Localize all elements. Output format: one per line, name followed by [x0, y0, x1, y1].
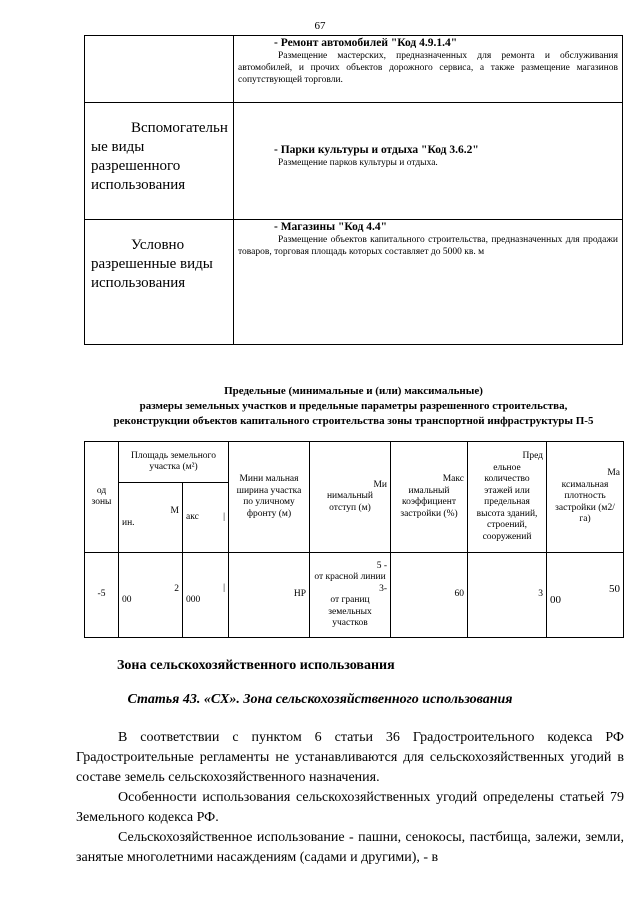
use-description: Размещение мастерских, предназначенных для ремонта и обслуживания автомобилей, и прочих объектов дорожного сервиса, а также размещение магазинов сопутствующей торговли. [238, 51, 618, 85]
use-type-label [85, 220, 234, 345]
article-heading: Статья 43. «СХ». Зона сельскохозяйственного использования [127, 692, 513, 707]
use-title: - Парки культуры и отдыха "Код 3.6.2" [274, 144, 479, 156]
use-title: - Магазины "Код 4.4" [274, 221, 388, 233]
header-coverage: Макс имальный коэффициент застройки (%) [391, 442, 468, 553]
use-cell [234, 220, 623, 345]
cell-code: -5 [85, 553, 119, 638]
use-type-label [85, 103, 234, 220]
table-row [85, 220, 623, 345]
header-width: Мини мальная ширина участка по уличному фронту (м) [229, 442, 310, 553]
body-text [76, 728, 624, 868]
paragraph: Сельскохозяйственное использование - пашни, сенокосы, пастбища, залежи, земли, занятые многолетними насаждениям (садами и другими), - в [76, 830, 624, 865]
table-row [85, 36, 623, 103]
cell-area-min: 2 00 [119, 553, 183, 638]
cell-density: 50 00 [547, 553, 624, 638]
table-row [85, 553, 624, 638]
label-part: Условно [131, 237, 185, 253]
use-title: - Ремонт автомобилей "Код 4.9.1.4" [274, 37, 458, 49]
cell-area-max: | 000 [183, 553, 229, 638]
header-area-min: М ин. [119, 483, 183, 553]
table-row [85, 442, 624, 483]
use-description: Размещение объектов капитального строительства, предназначенных для продажи товаров, торговая площадь которых составляет до 5000 кв. м [238, 235, 618, 257]
header-area-max: акс | [183, 483, 229, 553]
page-number: 67 [314, 20, 326, 32]
params-table [84, 441, 624, 638]
header-area: Площадь земельного участка (м²) [119, 442, 229, 483]
label-part: разрешенные виды использования [91, 256, 213, 291]
cell-floors: 3 [468, 553, 547, 638]
header-setback: Ми нимальный отступ (м) [310, 442, 391, 553]
header-code: од зоны [85, 442, 119, 553]
cell-setback: 5 - от красной линии 3- от границ земельных участков [310, 553, 391, 638]
table-row [85, 103, 623, 220]
cell-width: НР [229, 553, 310, 638]
land-use-table [84, 35, 623, 345]
cell-coverage: 60 [391, 553, 468, 638]
paragraph: Особенности использования сельскохозяйственных угодий определены статьей 79 Земельного кодекса РФ. [76, 790, 624, 825]
zone-heading: Зона сельскохозяйственного использования [117, 658, 395, 673]
params-caption-line: реконструкции объектов капитального строительства зоны транспортной инфраструктуры П-5 [113, 415, 594, 427]
use-type-label [85, 36, 234, 103]
params-caption-line: размеры земельных участков и предельные параметры разрешенного строительства, [139, 400, 568, 412]
label-part: Вспомогательн [131, 120, 228, 136]
header-density: Ма ксимальная плотность застройки (м2/га) [547, 442, 624, 553]
use-description: Размещение парков культуры и отдыха. [278, 158, 438, 168]
paragraph: В соответствии с пунктом 6 статьи 36 Градостроительного кодекса РФ Градостроительные регламенты не устанавливаются для сельскохозяйственных угодий в составе земель сельскохозяйственного назначения. [76, 730, 624, 785]
use-cell [234, 103, 623, 220]
header-floors: Пред ельное количество этажей или предельная высота зданий, строений, сооружений [468, 442, 547, 553]
use-cell [234, 36, 623, 103]
params-caption-line: Предельные (минимальные и (или) максимальные) [224, 385, 483, 397]
label-part: ые виды разрешенного использования [91, 139, 186, 193]
